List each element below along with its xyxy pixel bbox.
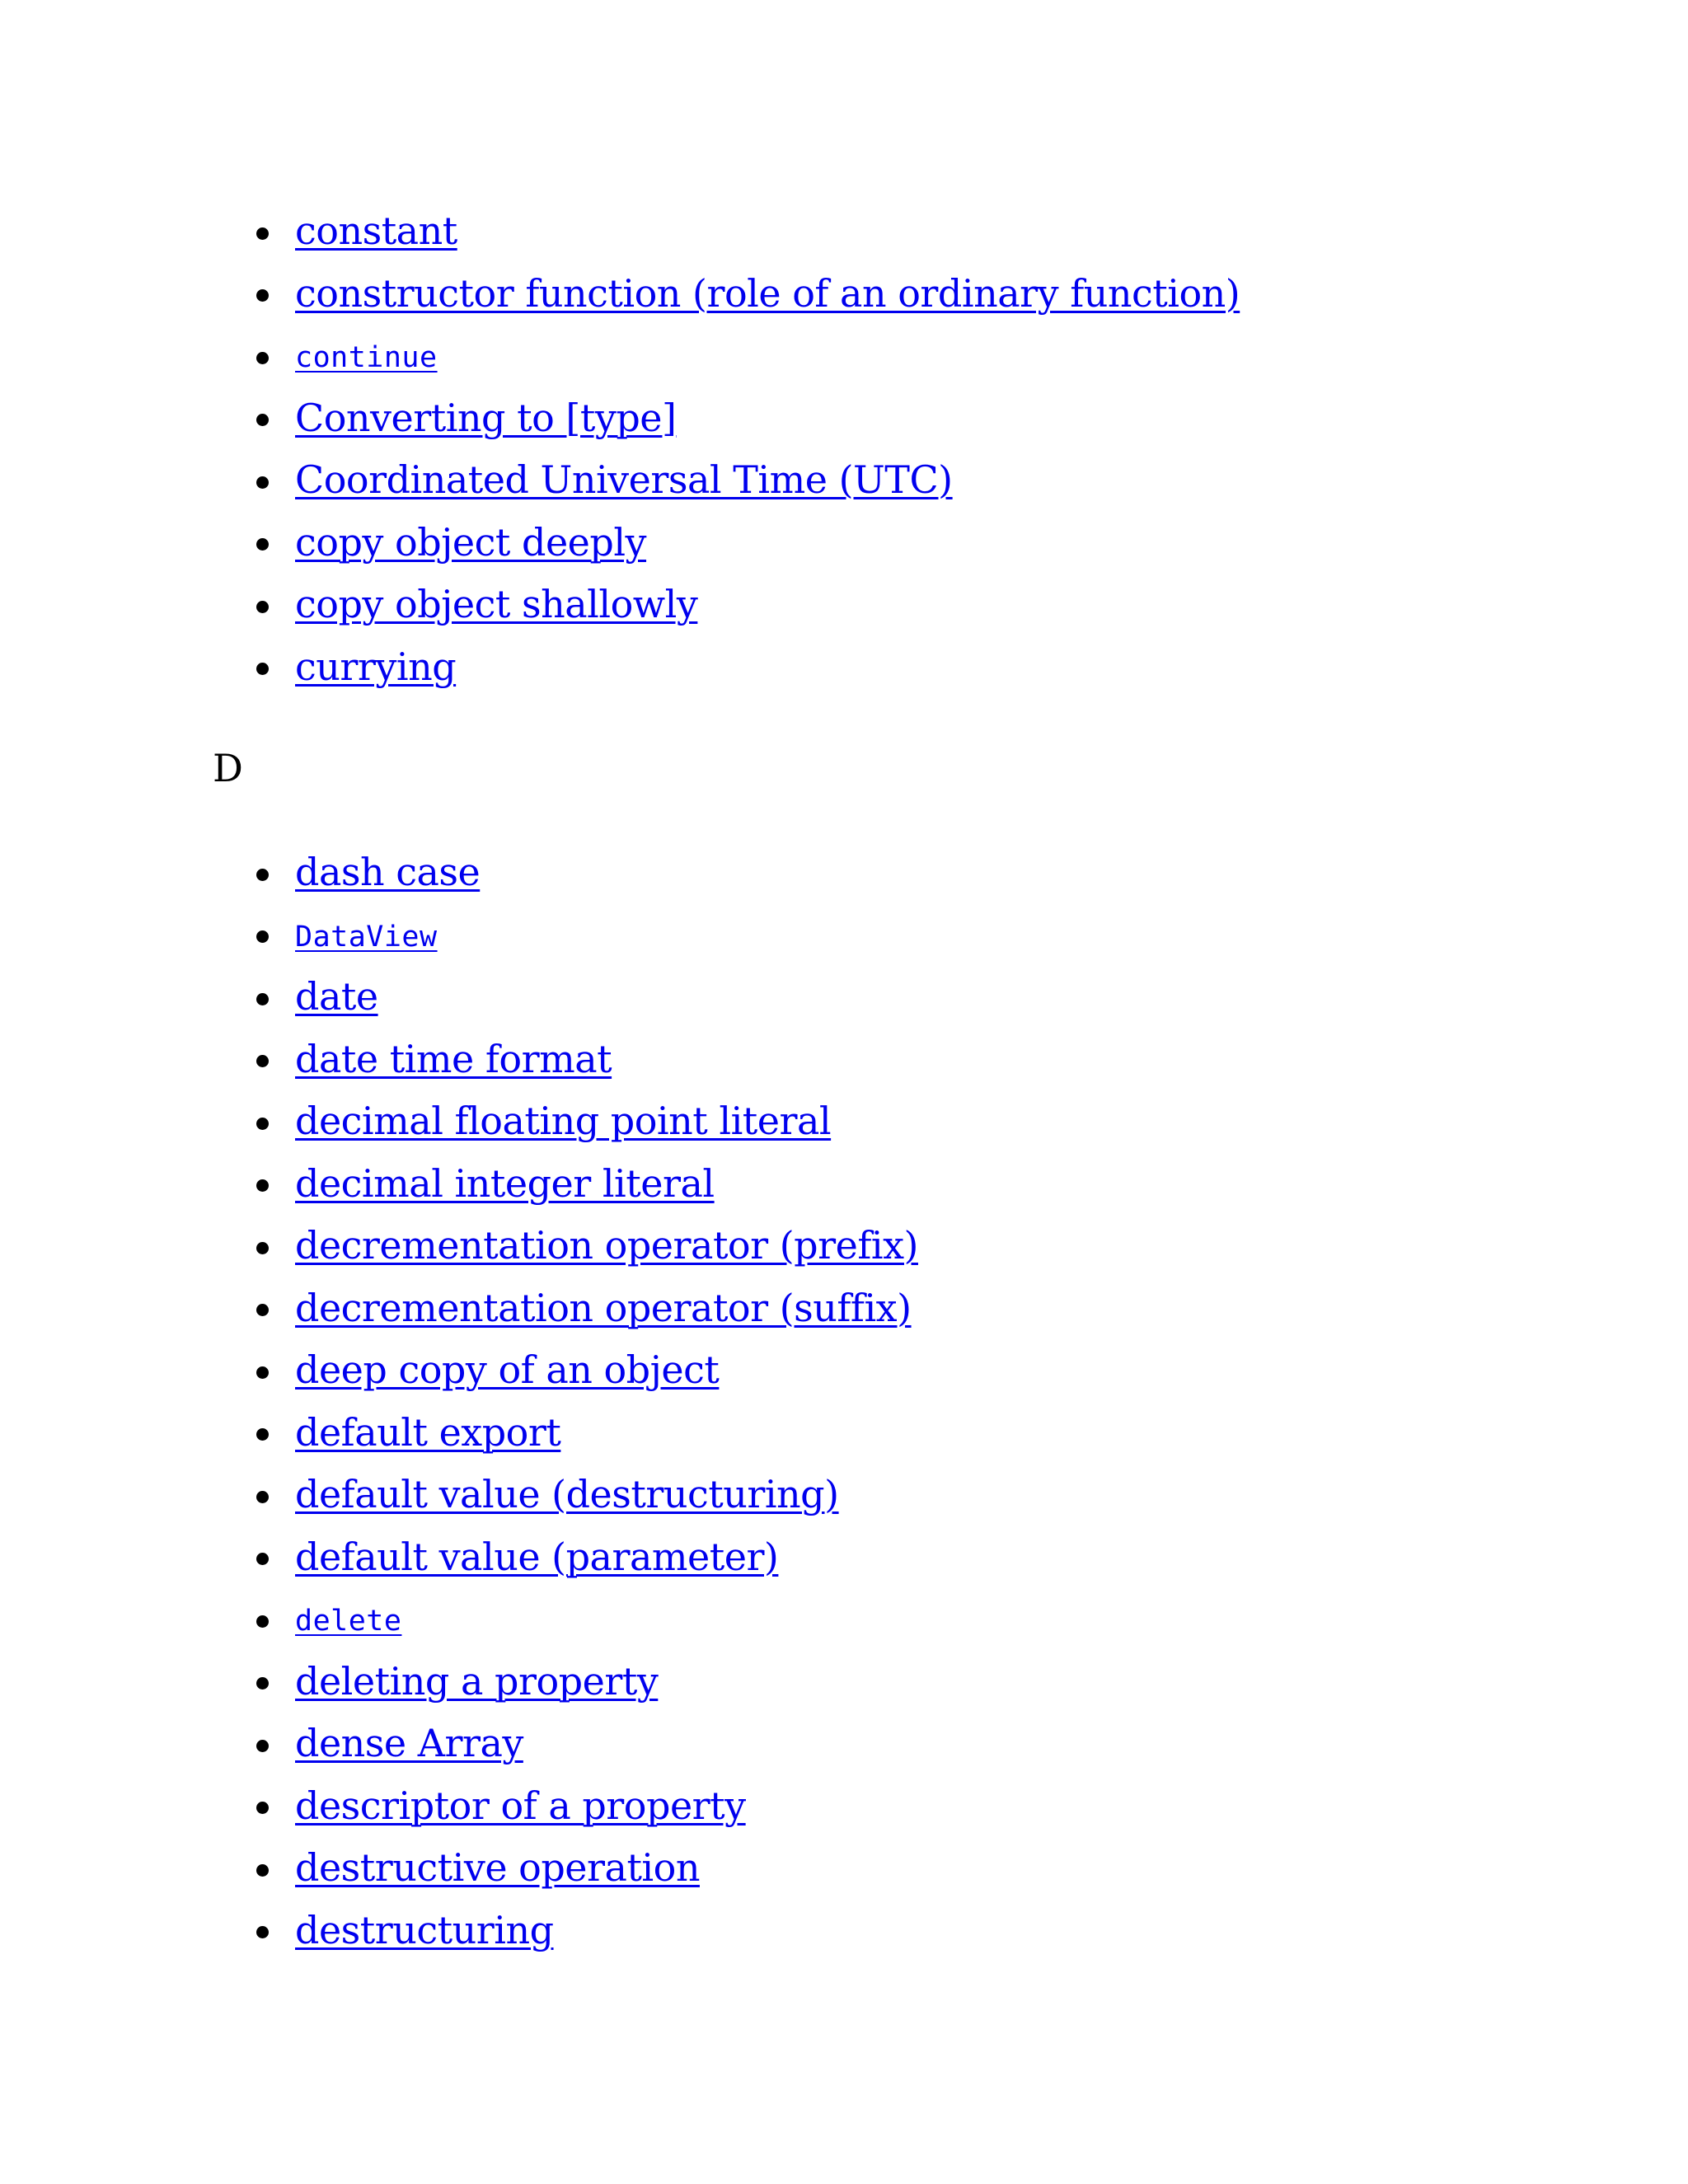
- list-item: [0, 1277, 1688, 1340]
- index-link[interactable]: Converting to [type]: [295, 395, 677, 440]
- index-link[interactable]: copy object deeply: [295, 519, 647, 565]
- index-link[interactable]: default value (parameter): [295, 1534, 779, 1579]
- index-link[interactable]: dash case: [295, 850, 481, 894]
- list-item: [0, 1090, 1688, 1153]
- bullet-icon: [256, 1055, 269, 1067]
- index-link-code[interactable]: delete: [295, 1605, 402, 1638]
- list-item: [0, 449, 1688, 512]
- bullet-icon: [256, 538, 269, 551]
- list-item: [0, 1713, 1688, 1775]
- index-link[interactable]: Coordinated Universal Time (UTC): [295, 457, 953, 502]
- index-link[interactable]: destructuring: [295, 1907, 554, 1952]
- bullet-icon: [256, 1179, 269, 1192]
- index-link[interactable]: destructive operation: [295, 1845, 700, 1890]
- index-link[interactable]: constructor function (role of an ordinary function): [295, 270, 1240, 316]
- list-item: [0, 574, 1688, 636]
- bullet-icon: [256, 1802, 269, 1814]
- bullet-icon: [256, 1615, 269, 1628]
- index-link[interactable]: decimal integer literal: [295, 1160, 715, 1206]
- bullet-icon: [256, 1677, 269, 1690]
- index-link[interactable]: decrementation operator (suffix): [295, 1285, 912, 1330]
- index-link[interactable]: currying: [295, 644, 457, 689]
- list-item: [0, 1215, 1688, 1277]
- index-link[interactable]: deleting a property: [295, 1658, 659, 1704]
- list-item: [0, 1900, 1688, 1962]
- bullet-icon: [256, 1926, 269, 1938]
- list-item: [0, 636, 1688, 699]
- index-link[interactable]: constant: [295, 209, 457, 253]
- index-link[interactable]: date time format: [295, 1036, 612, 1081]
- list-item: [0, 841, 1688, 904]
- bullet-icon: [256, 930, 269, 943]
- index-link[interactable]: decimal floating point literal: [295, 1099, 832, 1143]
- bullet-icon: [256, 1740, 269, 1752]
- list-item: [0, 1402, 1688, 1465]
- bullet-icon: [256, 289, 269, 302]
- list-item: [0, 966, 1688, 1029]
- section-heading-d: D: [213, 746, 243, 790]
- bullet-icon: [256, 227, 269, 240]
- bullet-icon: [256, 1491, 269, 1503]
- index-link[interactable]: date: [295, 974, 378, 1019]
- bullet-icon: [256, 1864, 269, 1877]
- bullet-icon: [256, 869, 269, 881]
- list-item: [0, 1837, 1688, 1900]
- index-link[interactable]: default export: [295, 1409, 561, 1455]
- list-item: [0, 1588, 1688, 1651]
- list-item: [0, 1526, 1688, 1589]
- index-link-code[interactable]: continue: [295, 341, 438, 374]
- bullet-icon: [256, 1304, 269, 1316]
- bullet-icon: [256, 1118, 269, 1130]
- list-item: [0, 904, 1688, 967]
- bullet-icon: [256, 1242, 269, 1254]
- bullet-icon: [256, 601, 269, 613]
- bullet-icon: [256, 993, 269, 1005]
- list-item: [0, 325, 1688, 387]
- index-link[interactable]: decrementation operator (prefix): [295, 1223, 918, 1268]
- list-item: [0, 1029, 1688, 1091]
- list-item: [0, 1153, 1688, 1216]
- bullet-icon: [256, 1366, 269, 1379]
- index-link[interactable]: descriptor of a property: [295, 1783, 746, 1828]
- index-link[interactable]: dense Array: [295, 1721, 523, 1765]
- list-item: [0, 263, 1688, 326]
- index-list-c: [0, 200, 1688, 698]
- index-link[interactable]: default value (destructuring): [295, 1472, 839, 1516]
- bullet-icon: [256, 1428, 269, 1441]
- list-item: [0, 1651, 1688, 1713]
- list-item: [0, 1339, 1688, 1402]
- index-link[interactable]: deep copy of an object: [295, 1347, 720, 1392]
- index-list-d: [0, 841, 1688, 1961]
- bullet-icon: [256, 352, 269, 364]
- list-item: [0, 200, 1688, 263]
- index-link-code[interactable]: DataView: [295, 920, 438, 954]
- list-item: [0, 387, 1688, 450]
- bullet-icon: [256, 1553, 269, 1565]
- list-item: [0, 1775, 1688, 1838]
- index-link[interactable]: copy object shallowly: [295, 582, 698, 626]
- bullet-icon: [256, 476, 269, 489]
- bullet-icon: [256, 663, 269, 675]
- list-item: [0, 1464, 1688, 1526]
- bullet-icon: [256, 414, 269, 426]
- list-item: [0, 512, 1688, 574]
